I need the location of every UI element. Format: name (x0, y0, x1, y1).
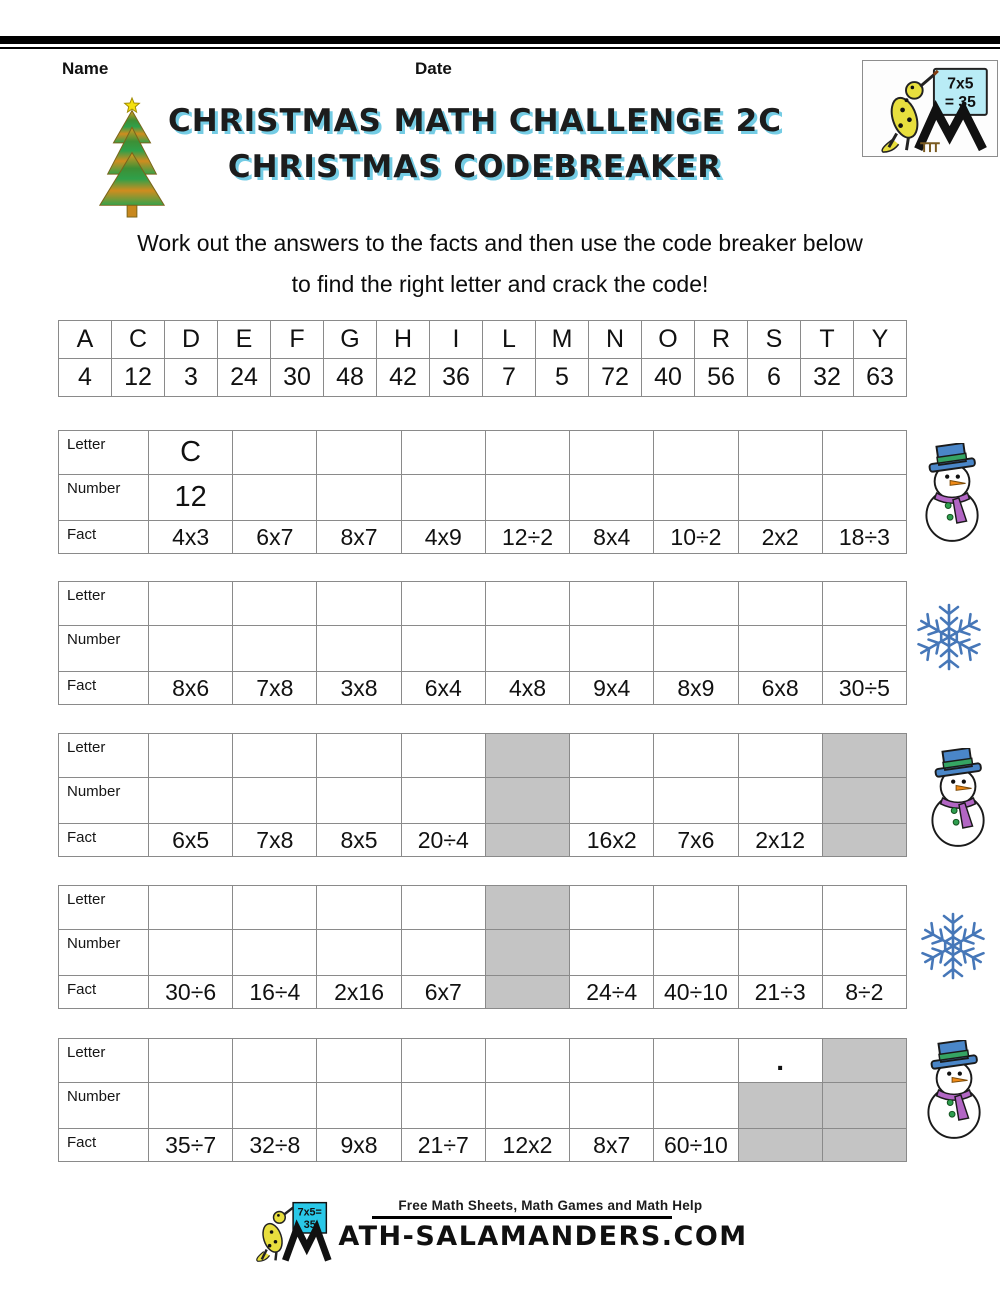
fact-cell: 7x6 (654, 824, 738, 857)
letter-cell (570, 886, 654, 930)
letter-row-label: Letter (59, 582, 149, 626)
letter-cell (401, 886, 485, 930)
number-cell (822, 930, 906, 976)
number-row-label: Number (59, 475, 149, 521)
letter-cell (654, 1039, 738, 1083)
code-number-cell: 36 (430, 359, 483, 397)
snowflake-image (915, 908, 991, 984)
letter-cell (738, 582, 822, 626)
snowflake-image (911, 599, 987, 675)
number-cell: 12 (149, 475, 233, 521)
letter-cell (401, 1039, 485, 1083)
code-number-cell: 7 (483, 359, 536, 397)
letter-cell (738, 886, 822, 930)
code-letter-cell: E (218, 321, 271, 359)
code-letter-cell: O (642, 321, 695, 359)
code-letter-cell: N (589, 321, 642, 359)
fact-cell: 3x8 (317, 672, 401, 705)
fact-cell: 32÷8 (233, 1129, 317, 1162)
letter-cell (485, 582, 569, 626)
letter-cell (149, 886, 233, 930)
puzzle-table-1 (58, 430, 907, 554)
logo-sign-line1: 7x5 (947, 75, 974, 93)
fact-cell: 21÷3 (738, 976, 822, 1009)
number-cell (738, 1083, 822, 1129)
letter-cell (822, 582, 906, 626)
letter-cell (822, 886, 906, 930)
letter-cell (822, 734, 906, 778)
fact-cell: 40÷10 (654, 976, 738, 1009)
fact-cell: 8x6 (149, 672, 233, 705)
letter-cell: . (738, 1039, 822, 1083)
letter-cell (233, 1039, 317, 1083)
number-cell (738, 778, 822, 824)
number-cell (485, 778, 569, 824)
snowman-image (930, 748, 988, 850)
letter-cell (654, 582, 738, 626)
fact-row-label: Fact (59, 672, 149, 705)
code-number-cell: 6 (748, 359, 801, 397)
fact-cell: 8x9 (654, 672, 738, 705)
code-letter-cell: M (536, 321, 589, 359)
code-letter-cell: H (377, 321, 430, 359)
fact-cell: 4x3 (149, 521, 233, 554)
code-letter-cell: I (430, 321, 483, 359)
code-number-cell: 4 (59, 359, 112, 397)
number-cell (401, 778, 485, 824)
fact-row-label: Fact (59, 976, 149, 1009)
code-letter-cell: S (748, 321, 801, 359)
letter-cell (317, 582, 401, 626)
code-letter-cell: L (483, 321, 536, 359)
name-label: Name (62, 59, 109, 78)
number-cell (570, 475, 654, 521)
number-cell (570, 1083, 654, 1129)
date-label: Date (415, 59, 452, 78)
fact-cell (738, 1129, 822, 1162)
number-cell (401, 626, 485, 672)
fact-cell: 8÷2 (822, 976, 906, 1009)
fact-cell: 9x4 (570, 672, 654, 705)
number-cell (233, 1083, 317, 1129)
top-rule-thick (0, 36, 1000, 44)
number-cell (149, 626, 233, 672)
code-number-cell: 24 (218, 359, 271, 397)
fact-cell: 7x8 (233, 672, 317, 705)
fact-cell: 35÷7 (149, 1129, 233, 1162)
code-number-cell: 32 (801, 359, 854, 397)
tree-trunk (127, 205, 137, 217)
code-number-cell: 56 (695, 359, 748, 397)
fact-cell: 12x2 (485, 1129, 569, 1162)
number-cell (485, 626, 569, 672)
footer-sign-line2: 35 (304, 1219, 317, 1232)
letter-cell (570, 431, 654, 475)
number-cell (317, 778, 401, 824)
fact-cell: 8x5 (317, 824, 401, 857)
page-title (0, 103, 950, 185)
fact-cell: 4x9 (401, 521, 485, 554)
fact-cell: 4x8 (485, 672, 569, 705)
number-cell (485, 475, 569, 521)
fact-cell: 2x2 (738, 521, 822, 554)
fact-cell: 21÷7 (401, 1129, 485, 1162)
code-letter-cell: A (59, 321, 112, 359)
instructions-line1: Work out the answers to the facts and then use the code breaker below (137, 230, 863, 256)
fact-cell: 7x8 (233, 824, 317, 857)
letter-cell (317, 734, 401, 778)
fact-cell: 12÷2 (485, 521, 569, 554)
number-cell (401, 1083, 485, 1129)
number-cell (149, 930, 233, 976)
number-row-label: Number (59, 930, 149, 976)
code-letter-cell: F (271, 321, 324, 359)
footer-divider (372, 1216, 672, 1219)
fact-cell (485, 824, 569, 857)
fact-row-label: Fact (59, 521, 149, 554)
number-cell (738, 930, 822, 976)
letter-row-label: Letter (59, 431, 149, 475)
number-cell (401, 475, 485, 521)
letter-cell (401, 431, 485, 475)
letter-cell (570, 1039, 654, 1083)
letter-cell (485, 886, 569, 930)
fact-cell: 6x7 (233, 521, 317, 554)
letter-cell (485, 734, 569, 778)
number-row-label: Number (59, 626, 149, 672)
fact-cell: 16÷4 (233, 976, 317, 1009)
code-number-cell: 63 (854, 359, 907, 397)
letter-cell (149, 734, 233, 778)
letter-row-label: Letter (59, 734, 149, 778)
fact-cell: 30÷6 (149, 976, 233, 1009)
number-cell (654, 778, 738, 824)
code-letter-cell: R (695, 321, 748, 359)
letter-cell: C (149, 431, 233, 475)
logo-sign-line2: = 35 (944, 94, 976, 112)
fact-cell: 6x5 (149, 824, 233, 857)
letter-cell (317, 431, 401, 475)
fact-cell (822, 1129, 906, 1162)
number-cell (570, 778, 654, 824)
fact-row-label: Fact (59, 824, 149, 857)
footer-sign-line1: 7x5= (297, 1206, 323, 1219)
number-cell (822, 626, 906, 672)
fact-cell: 9x8 (317, 1129, 401, 1162)
code-number-cell: 30 (271, 359, 324, 397)
number-row-label: Number (59, 778, 149, 824)
letter-cell (570, 582, 654, 626)
number-cell (233, 778, 317, 824)
letter-cell (233, 582, 317, 626)
number-cell (233, 475, 317, 521)
code-letter-cell: D (165, 321, 218, 359)
fact-cell: 10÷2 (654, 521, 738, 554)
number-cell (149, 778, 233, 824)
number-cell (654, 626, 738, 672)
footer-salamander-icon (252, 1200, 342, 1264)
number-cell (485, 930, 569, 976)
fact-cell (822, 824, 906, 857)
letter-cell (149, 1039, 233, 1083)
number-cell (654, 930, 738, 976)
number-cell (822, 475, 906, 521)
fact-cell (485, 976, 569, 1009)
letter-cell (822, 431, 906, 475)
code-number-cell: 5 (536, 359, 589, 397)
number-cell (738, 626, 822, 672)
letter-cell (401, 734, 485, 778)
code-letter-cell: C (112, 321, 165, 359)
number-cell (570, 930, 654, 976)
letter-cell (654, 431, 738, 475)
number-cell (317, 475, 401, 521)
code-key-table (58, 320, 907, 397)
letter-cell (233, 431, 317, 475)
fact-cell: 8x7 (570, 1129, 654, 1162)
number-cell (570, 626, 654, 672)
letter-cell (485, 1039, 569, 1083)
number-cell (317, 626, 401, 672)
snowman-image (926, 1040, 984, 1142)
number-cell (654, 1083, 738, 1129)
fact-cell: 20÷4 (401, 824, 485, 857)
fact-cell: 8x7 (317, 521, 401, 554)
letter-cell (233, 734, 317, 778)
code-letter-cell: Y (854, 321, 907, 359)
letter-cell (570, 734, 654, 778)
letter-cell (485, 431, 569, 475)
footer-site-name: ATH-SALAMANDERS.COM (338, 1221, 748, 1252)
fact-cell: 2x12 (738, 824, 822, 857)
code-number-cell: 40 (642, 359, 695, 397)
number-cell (317, 930, 401, 976)
number-cell (738, 475, 822, 521)
footer-logo (0, 1198, 1000, 1264)
letter-cell (401, 582, 485, 626)
number-cell (401, 930, 485, 976)
fact-cell: 6x8 (738, 672, 822, 705)
letter-row-label: Letter (59, 886, 149, 930)
number-cell (317, 1083, 401, 1129)
code-number-cell: 72 (589, 359, 642, 397)
letter-cell (738, 431, 822, 475)
footer-tagline: Free Math Sheets, Math Games and Math Help (398, 1198, 703, 1213)
fact-row-label: Fact (59, 1129, 149, 1162)
title-line1: CHRISTMAS MATH CHALLENGE 2C (168, 103, 782, 139)
letter-cell (654, 886, 738, 930)
fact-cell: 6x7 (401, 976, 485, 1009)
number-row-label: Number (59, 1083, 149, 1129)
puzzle-table-4 (58, 885, 907, 1009)
letter-cell (738, 734, 822, 778)
number-cell (233, 626, 317, 672)
fact-cell: 60÷10 (654, 1129, 738, 1162)
letter-cell (149, 582, 233, 626)
snowman-image (924, 443, 982, 545)
top-rule-thin (0, 47, 1000, 49)
letter-cell (233, 886, 317, 930)
fact-cell: 18÷3 (822, 521, 906, 554)
code-letter-cell: G (324, 321, 377, 359)
puzzle-table-5 (58, 1038, 907, 1162)
number-cell (149, 1083, 233, 1129)
code-number-cell: 3 (165, 359, 218, 397)
code-number-cell: 42 (377, 359, 430, 397)
code-number-cell: 48 (324, 359, 377, 397)
letter-cell (654, 734, 738, 778)
puzzle-table-3 (58, 733, 907, 857)
fact-cell: 2x16 (317, 976, 401, 1009)
puzzle-table-2 (58, 581, 907, 705)
number-cell (233, 930, 317, 976)
letter-cell (822, 1039, 906, 1083)
number-cell (485, 1083, 569, 1129)
fact-cell: 16x2 (570, 824, 654, 857)
number-cell (822, 778, 906, 824)
code-letter-cell: T (801, 321, 854, 359)
fact-cell: 30÷5 (822, 672, 906, 705)
fact-cell: 8x4 (570, 521, 654, 554)
letter-row-label: Letter (59, 1039, 149, 1083)
number-cell (654, 475, 738, 521)
letter-cell (317, 886, 401, 930)
letter-cell (317, 1039, 401, 1083)
code-number-cell: 12 (112, 359, 165, 397)
fact-cell: 6x4 (401, 672, 485, 705)
instructions-line2: to find the right letter and crack the code! (291, 271, 709, 297)
number-cell (822, 1083, 906, 1129)
fact-cell: 24÷4 (570, 976, 654, 1009)
instructions-text (0, 223, 1000, 305)
title-line2: CHRISTMAS CODEBREAKER (227, 149, 723, 185)
